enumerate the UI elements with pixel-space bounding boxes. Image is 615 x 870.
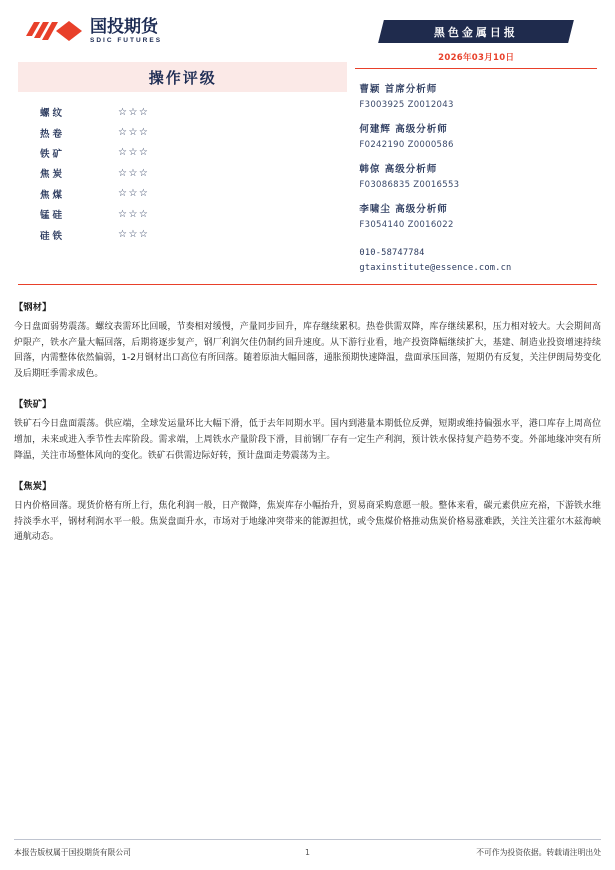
rating-row <box>40 143 347 163</box>
footer-disclaimer: 不可作为投资依据。转载请注明出处 <box>476 848 601 857</box>
report-title: 黑色金属日报 <box>434 25 519 39</box>
page-number: 1 <box>305 848 310 857</box>
section-text: 日内价格回落。现货价格有所上行，焦化利润一般，日产微降，焦炭库存小幅抬升，贸易商采购意愿一般。整体来看，碳元素供应充裕，下游铁水维持淡季水平，钢材利润水平一般。焦炭盘面升水，市场对于地缘冲突带来的能源担忧，或令焦煤价格推动焦炭价格易涨难跌，关注关注霍尔木兹海峡通航动态。 <box>14 501 601 543</box>
report-date: 2026年03月10日 <box>438 53 515 63</box>
analyst-name-title: 曹颖 首席分析师 <box>359 84 438 95</box>
rating-stars: ☆☆☆ <box>118 147 150 159</box>
header-left-column <box>18 14 347 278</box>
section-iron-ore <box>14 396 601 464</box>
sdic-diamond-stripes-logo <box>24 18 86 44</box>
section-title: 【铁矿】 <box>14 399 52 411</box>
rating-title-bar <box>18 62 347 92</box>
brand-logo <box>18 14 347 48</box>
rating-list <box>18 102 347 245</box>
rating-row <box>40 102 347 122</box>
section-coke <box>14 478 601 546</box>
section-text: 铁矿石今日盘面震荡。供应端，全球发运量环比大幅下滑，低于去年同期水平。国内到港量本期低位反弹，短期或维持偏强水平，港口库存上周高位增加，未来或进入季节性去库阶段。需求端，上周铁水产量阶段下滑，目前钢厂存有一定生产利润，预计铁水保持复产趋势不变。外部地缘冲突有所降温，关注市场整体风向的变化。铁矿石供需边际好转，预计盘面走势震荡为主。 <box>14 419 601 461</box>
section-text: 今日盘面弱势震荡。螺纹表需环比回暖，节奏相对缓慢，产量同步回升，库存继续累积。热卷供需双降，库存继续累积，压力相对较大。大会期间高炉限产，铁水产量大幅回落，后期将逐步复产，钢厂利润欠佳仍制约回升速度。从下游行业看，地产投资降幅继续扩大，基建、制造业投资增速持续回落，内需整体依然偏弱，1-2月钢材出口高位有所回落。随着原油大幅回落，通胀预期快速降温，盘面承压回落，短期仍有反复，关注伊朗局势变化及后期旺季需求成色。 <box>14 322 601 379</box>
section-title: 【钢材】 <box>14 302 52 313</box>
footer-divider <box>14 839 601 840</box>
rating-commodity-name: 锰硅 <box>40 210 66 222</box>
rating-panel-title: 操作评级 <box>148 68 217 87</box>
rating-commodity-name: 热卷 <box>40 128 66 140</box>
rating-stars: ☆☆☆ <box>118 167 150 179</box>
rating-row <box>40 184 347 204</box>
rating-commodity-name: 焦炭 <box>40 169 66 181</box>
rating-stars: ☆☆☆ <box>118 127 150 139</box>
section-title: 【焦炭】 <box>14 481 52 493</box>
contact-phone: 010-58747784 <box>359 248 425 258</box>
rating-row <box>40 224 347 244</box>
rating-commodity-name: 铁矿 <box>40 148 66 160</box>
logo-text-cn: 国投期货 <box>90 16 158 37</box>
analyst-license-codes: F3003925 Z0012043 <box>359 100 454 110</box>
report-body <box>0 285 615 546</box>
logo-text-en: SDIC FUTURES <box>90 36 163 44</box>
report-title-banner <box>378 20 574 43</box>
rating-row <box>40 122 347 142</box>
page-header <box>0 0 615 278</box>
rating-stars: ☆☆☆ <box>118 188 150 200</box>
rating-stars: ☆☆☆ <box>118 208 150 220</box>
header-right-column <box>347 14 597 278</box>
analyst-name-title: 韩倞 高级分析师 <box>359 164 438 175</box>
rating-stars: ☆☆☆ <box>118 229 150 241</box>
analyst-license-codes: F03086835 Z0016553 <box>359 180 460 190</box>
analyst-list <box>355 81 597 230</box>
section-steel <box>14 299 601 382</box>
contact-block <box>355 248 597 273</box>
rating-row <box>40 163 347 183</box>
analyst-license-codes: F3054140 Z0016022 <box>359 220 454 230</box>
rating-stars: ☆☆☆ <box>118 106 150 118</box>
analyst-name-title: 何建辉 高级分析师 <box>359 124 448 135</box>
date-divider <box>355 68 597 69</box>
contact-email[interactable]: gtaxinstitute@essence.com.cn <box>359 263 512 273</box>
analyst-license-codes: F0242190 Z0000586 <box>359 140 454 150</box>
page-footer <box>0 839 615 858</box>
rating-commodity-name: 焦煤 <box>40 189 66 201</box>
rating-commodity-name: 螺纹 <box>40 108 66 120</box>
analyst-name-title: 李啸尘 高级分析师 <box>359 204 448 215</box>
rating-commodity-name: 硅铁 <box>40 230 66 242</box>
rating-row <box>40 204 347 224</box>
footer-copyright: 本报告版权属于国投期货有限公司 <box>14 848 131 857</box>
